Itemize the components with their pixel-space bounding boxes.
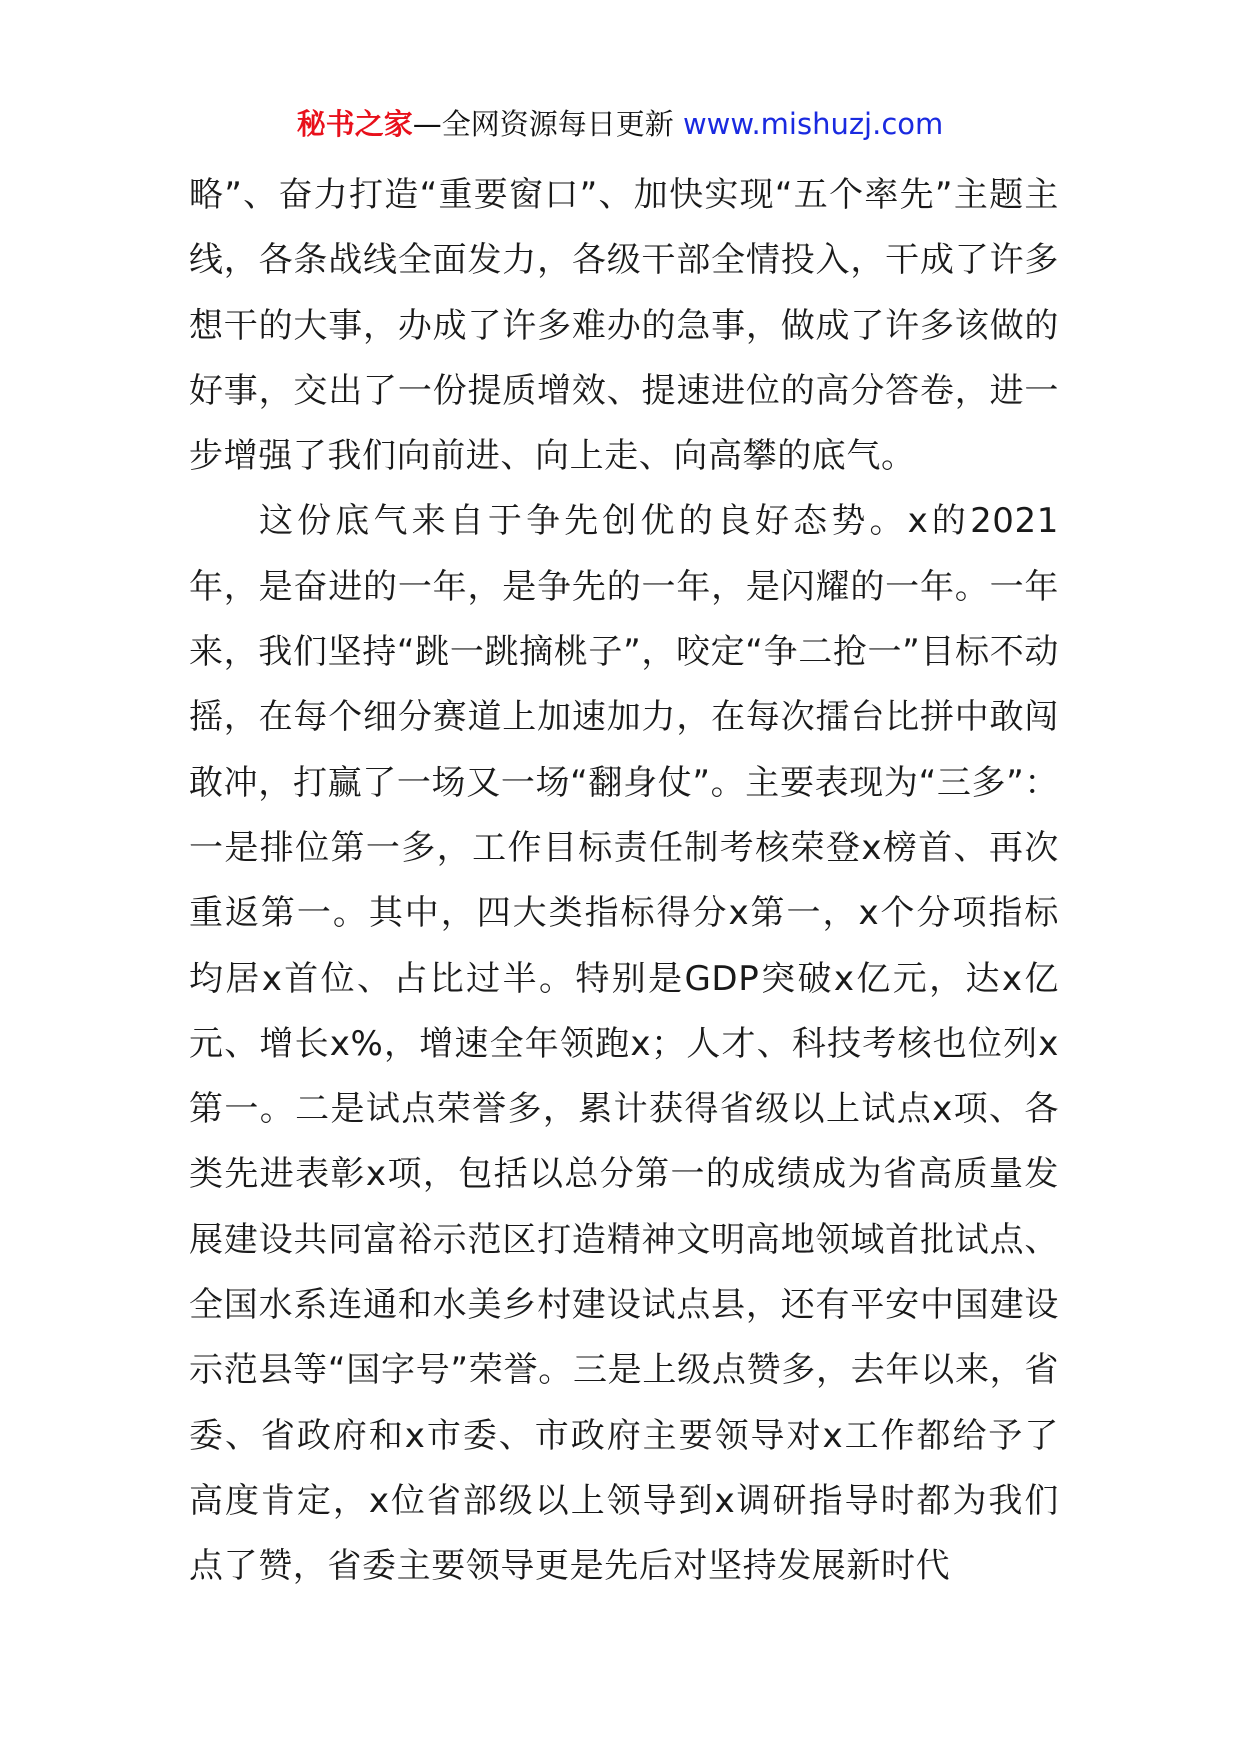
paragraph-continuation: 略”、奋力打造“重要窗口”、加快实现“五个率先”主题主线，各条战线全面发力，各级干部全情投入，干成了许多想干的大事，办成了许多难办的急事，做成了许多该做的好事，交出了一份提质增效、提速进位的高分答卷，进一步增强了我们向前进、向上走、向高攀的底气。 [189,175,1059,477]
site-brand: 秘书之家 [296,107,413,141]
site-url-link[interactable]: www.mishuzj.com [682,107,944,141]
document-body [189,163,1059,1600]
page-header [0,104,1240,144]
site-slogan: —全网资源每日更新 [412,107,674,141]
paragraph-main: 这份底气来自于争先创优的良好态势。x的2021年，是奋进的一年，是争先的一年，是闪耀的一年。一年来，我们坚持“跳一跳摘桃子”，咬定“争二抢一”目标不动摇，在每个细分赛道上加速加力，在每次擂台比拼中敢闯敢冲，打赢了一场又一场“翻身仗”。主要表现为“三多”：一是排位第一多，工作目标责任制考核荣登x榜首、再次重返第一。其中，四大类指标得分x第一，x个分项指标均居x首位、占比过半。特别是GDP突破x亿元，达x亿元、增长x%，增速全年领跑x；人才、科技考核也位列x第一。二是试点荣誉多，累计获得省级以上试点x项、各类先进表彰x项，包括以总分第一的成绩成为省高质量发展建设共同富裕示范区打造精神文明高地领域首批试点、全国水系连通和水美乡村建设试点县，还有平安中国建设示范县等“国字号”荣誉。三是上级点赞多，去年以来，省委、省政府和x市委、市政府主要领导对x工作都给予了高度肯定，x位省部级以上领导到x调研指导时都为我们点了赞，省委主要领导更是先后对坚持发展新时代 [189,501,1059,1587]
